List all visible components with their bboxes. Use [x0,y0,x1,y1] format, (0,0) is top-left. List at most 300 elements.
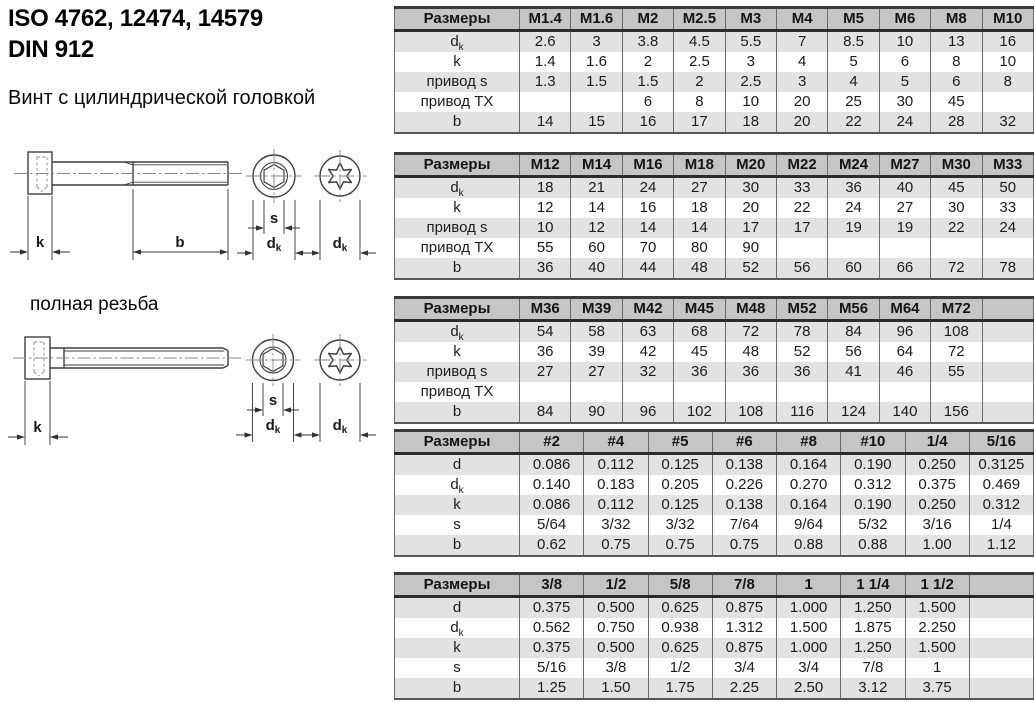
table-row [395,658,1034,678]
value-cell: 2.6 [520,31,571,53]
value-cell: 33 [982,198,1033,218]
value-cell: 24 [622,177,673,199]
value-cell: 24 [982,218,1033,238]
value-cell: 78 [982,258,1033,279]
value-cell: 0.112 [584,454,648,476]
value-cell: 0.164 [777,495,841,515]
value-cell: 16 [622,198,673,218]
value-cell: 8.5 [828,31,879,53]
value-cell [879,382,930,402]
column-header: Размеры [395,431,520,454]
dim-label-dk: $d_k$ [266,235,282,254]
value-cell: 39 [571,342,622,362]
value-cell: 14 [520,112,571,133]
value-cell: 50 [982,177,1033,199]
value-cell: 4 [828,72,879,92]
value-cell: 66 [879,258,930,279]
screw-drawing-full-thread [8,326,388,452]
value-cell: 48 [725,342,776,362]
column-header [969,574,1033,597]
column-header: M24 [828,154,879,177]
column-header: M14 [571,154,622,177]
column-header: M22 [776,154,827,177]
value-cell: 2.5 [674,52,725,72]
value-cell: 0.625 [648,638,712,658]
column-header: M20 [725,154,776,177]
value-cell: 52 [725,258,776,279]
header-row [395,8,1034,31]
value-cell: 0.183 [584,475,648,495]
table-row [395,321,1034,343]
value-cell: 45 [931,177,982,199]
value-cell: 5 [879,72,930,92]
value-cell: 21 [571,177,622,199]
row-label: k [395,495,520,515]
value-cell [776,382,827,402]
column-header: Размеры [395,8,520,31]
value-cell: 46 [879,362,930,382]
dim-label-dk: $d_k$ [265,417,281,436]
row-label: d [395,597,520,619]
value-cell [969,658,1033,678]
value-cell: 17 [776,218,827,238]
column-header: #4 [584,431,648,454]
table-row [395,678,1034,699]
value-cell: 36 [674,362,725,382]
value-cell: 5/16 [520,658,584,678]
value-cell: 24 [879,112,930,133]
page-title [8,3,263,65]
column-header: M45 [674,298,725,321]
value-cell [879,238,930,258]
table-host-metric-large [394,296,1034,424]
column-header: M18 [674,154,725,177]
value-cell: 3 [725,52,776,72]
value-cell: 28 [931,112,982,133]
value-cell: 1/2 [648,658,712,678]
header-row [395,574,1034,597]
dim-label-dk: $d_k$ [332,417,348,436]
table-row [395,535,1034,556]
value-cell: 1.312 [712,618,776,638]
column-header: 1/4 [905,431,969,454]
table-row [395,198,1034,218]
value-cell: 0.375 [520,597,584,619]
value-cell: 12 [520,198,571,218]
value-cell: 24 [828,198,879,218]
value-cell: 2.25 [712,678,776,699]
table-row [395,342,1034,362]
value-cell: 56 [776,258,827,279]
value-cell: 15 [571,112,622,133]
value-cell: 36 [725,362,776,382]
row-label: привод TX [420,383,494,400]
value-cell: 8 [674,92,725,112]
column-header: 3/8 [520,574,584,597]
value-cell: 36 [828,177,879,199]
value-cell: 55 [520,238,571,258]
row-label: k [395,638,520,658]
column-header: Размеры [395,574,520,597]
value-cell: 22 [828,112,879,133]
column-header: M16 [622,154,673,177]
value-cell: 40 [571,258,622,279]
value-cell: 0.62 [520,535,584,556]
title-iso-numbers: ISO 4762, 12474, 14579 [8,5,263,32]
subtitle: Винт с цилиндрической головкой [8,87,316,109]
dimension-arrows [20,225,368,255]
table-row [395,72,1034,92]
value-cell: 3/4 [777,658,841,678]
value-cell [969,638,1033,658]
value-cell: 0.875 [712,597,776,619]
column-header: Размеры [395,154,520,177]
metric-table-m12-to-m33 [394,152,1034,280]
row-label: привод s [395,72,520,92]
column-header: M39 [571,298,622,321]
value-cell: 10 [982,52,1033,72]
value-cell: 1.500 [777,618,841,638]
value-cell: 1.500 [905,597,969,619]
value-cell: 10 [725,92,776,112]
column-header: M52 [776,298,827,321]
centerlines [13,334,366,386]
value-cell: 3/32 [648,515,712,535]
value-cell: 2.5 [725,72,776,92]
value-cell: 60 [571,238,622,258]
column-header: 5/8 [648,574,712,597]
row-label: привод TX [420,93,494,110]
value-cell [931,238,982,258]
column-header: M1.4 [520,8,571,31]
column-header: #5 [648,431,712,454]
value-cell: 0.3125 [969,454,1033,476]
value-cell: 33 [776,177,827,199]
value-cell: 68 [674,321,725,343]
value-cell: 20 [776,92,827,112]
value-cell: 0.88 [777,535,841,556]
value-cell: 0.112 [584,495,648,515]
value-cell: 54 [520,321,571,343]
value-cell: 1/4 [969,515,1033,535]
table-row [395,495,1034,515]
value-cell [828,382,879,402]
row-label: b [395,535,520,556]
column-header: M10 [982,8,1033,31]
column-header: M30 [931,154,982,177]
value-cell: 1.000 [777,597,841,619]
value-cell [982,382,1033,402]
value-cell: 14 [674,218,725,238]
value-cell: 44 [622,258,673,279]
row-label: привод s [395,362,520,382]
value-cell: 0.205 [648,475,712,495]
value-cell [982,92,1033,112]
column-header: 1/2 [584,574,648,597]
value-cell: 0.190 [841,454,905,476]
value-cell: 5/64 [520,515,584,535]
value-cell: 60 [828,258,879,279]
column-header: 1 1/4 [841,574,905,597]
dimension-lines [8,381,376,445]
value-cell: 90 [571,402,622,423]
value-cell: 36 [520,342,571,362]
value-cell: 0.75 [584,535,648,556]
column-header: M3 [725,8,776,31]
value-cell: 27 [520,362,571,382]
column-header: M2 [622,8,673,31]
value-cell: 22 [776,198,827,218]
value-cell: 17 [725,218,776,238]
table-host-inch-small [394,429,1034,557]
value-cell: 0.226 [712,475,776,495]
column-header: #2 [520,431,584,454]
dim-label-s: s [269,210,279,227]
column-header: 7/8 [712,574,776,597]
table-row [395,382,1034,402]
value-cell: 1.75 [648,678,712,699]
value-cell: 8 [982,72,1033,92]
value-cell: 20 [725,198,776,218]
table-host-metric-small [394,6,1034,134]
row-label: d [395,454,520,476]
value-cell: 0.270 [777,475,841,495]
full-thread-label: полная резьба [30,294,159,315]
row-label: b [395,678,520,699]
value-cell [982,402,1033,423]
value-cell: 14 [622,218,673,238]
value-cell: 0.750 [584,618,648,638]
row-label: k [453,199,461,216]
value-cell: 3.75 [905,678,969,699]
column-header: M4 [776,8,827,31]
column-header: M6 [879,8,930,31]
value-cell: 41 [828,362,879,382]
value-cell: 84 [828,321,879,343]
value-cell: 72 [725,321,776,343]
value-cell: 25 [828,92,879,112]
value-cell: 1 [905,658,969,678]
value-cell: 108 [725,402,776,423]
value-cell: 20 [776,112,827,133]
value-cell: 3/8 [584,658,648,678]
value-cell: 30 [725,177,776,199]
value-cell: 0.938 [648,618,712,638]
value-cell: 18 [725,112,776,133]
table-row [395,112,1034,133]
column-header: M56 [828,298,879,321]
row-label: $d_k$ [450,476,464,495]
row-label: привод TX [420,239,494,256]
value-cell: 1.00 [905,535,969,556]
value-cell [776,238,827,258]
value-cell: 18 [520,177,571,199]
header-row [395,154,1034,177]
value-cell: 27 [879,198,930,218]
value-cell: 5.5 [725,31,776,53]
row-label: b [395,258,520,279]
value-cell: 0.375 [905,475,969,495]
value-cell: 58 [571,321,622,343]
value-cell: 3.8 [622,31,673,53]
table-row [395,362,1034,382]
row-label: s [453,516,461,533]
column-header: M1.6 [571,8,622,31]
value-cell [969,597,1033,619]
value-cell: 0.500 [584,597,648,619]
value-cell [828,238,879,258]
dim-label-k: k [33,419,42,436]
table-row [395,618,1034,638]
value-cell: 4.5 [674,31,725,53]
metric-table-m1-4-to-m10 [394,6,1034,134]
value-cell: 0.164 [777,454,841,476]
row-label: b [395,112,520,133]
dim-label-s: s [268,392,278,409]
value-cell [982,321,1033,343]
value-cell: 1.500 [905,638,969,658]
value-cell: 80 [674,238,725,258]
table-row [395,238,1034,258]
row-label: $d_k$ [395,321,520,343]
column-header [982,298,1033,321]
centerlines [14,149,366,203]
row-label: привод s [395,218,520,238]
column-header: M5 [828,8,879,31]
table-row [395,597,1034,619]
value-cell: 0.75 [712,535,776,556]
value-cell: 0.086 [520,454,584,476]
value-cell: 10 [879,31,930,53]
value-cell: 14 [571,198,622,218]
row-label: k [453,343,461,360]
value-cell: 3.12 [841,678,905,699]
value-cell: 63 [622,321,673,343]
column-header: M12 [520,154,571,177]
column-header: #8 [777,431,841,454]
inch-table-3-8-to-1-1-2 [394,572,1034,700]
value-cell: 1.25 [520,678,584,699]
value-cell: 32 [622,362,673,382]
value-cell: 78 [776,321,827,343]
value-cell: 0.190 [841,495,905,515]
value-cell: 12 [571,218,622,238]
table-row [395,638,1034,658]
value-cell: 96 [879,321,930,343]
value-cell: 0.140 [520,475,584,495]
table-row [395,454,1034,476]
row-label: b [395,402,520,423]
column-header: M72 [931,298,982,321]
value-cell: 10 [520,218,571,238]
metric-table-m36-to-m72 [394,296,1034,424]
value-cell [969,678,1033,699]
value-cell: 55 [931,362,982,382]
table-row [395,475,1034,495]
header-row [395,431,1034,454]
value-cell [982,238,1033,258]
value-cell: 18 [674,198,725,218]
value-cell: 19 [828,218,879,238]
value-cell: 7/8 [841,658,905,678]
value-cell: 3/16 [905,515,969,535]
table-row [395,258,1034,279]
value-cell: 1.12 [969,535,1033,556]
value-cell: 3 [776,72,827,92]
value-cell: 116 [776,402,827,423]
value-cell [982,362,1033,382]
dim-label-dk: $d_k$ [332,235,348,254]
value-cell: 90 [725,238,776,258]
value-cell: 96 [622,402,673,423]
table-host-inch-large [394,572,1034,700]
value-cell [571,382,622,402]
value-cell: 1.5 [571,72,622,92]
table-row [395,515,1034,535]
value-cell: 17 [674,112,725,133]
column-header: M42 [622,298,673,321]
value-cell: 0.562 [520,618,584,638]
value-cell: 52 [776,342,827,362]
value-cell: 22 [931,218,982,238]
value-cell: 32 [982,112,1033,133]
column-header: #10 [841,431,905,454]
value-cell: 56 [828,342,879,362]
value-cell: 108 [931,321,982,343]
value-cell: 102 [674,402,725,423]
value-cell: 16 [622,112,673,133]
value-cell: 70 [622,238,673,258]
value-cell: 45 [931,92,982,112]
value-cell: 0.312 [969,495,1033,515]
value-cell: 0.138 [712,495,776,515]
value-cell: 9/64 [777,515,841,535]
value-cell: 1.875 [841,618,905,638]
value-cell: 1.250 [841,638,905,658]
value-cell [969,618,1033,638]
value-cell: 36 [520,258,571,279]
value-cell: 3/32 [584,515,648,535]
value-cell: 7/64 [712,515,776,535]
header-row [395,298,1034,321]
value-cell: 0.875 [712,638,776,658]
column-header: #6 [712,431,776,454]
table-row [395,31,1034,53]
value-cell [520,382,571,402]
value-cell: 13 [931,31,982,53]
value-cell: 30 [879,92,930,112]
table-row [395,52,1034,72]
value-cell: 8 [931,52,982,72]
value-cell: 72 [931,342,982,362]
value-cell: 2.250 [905,618,969,638]
value-cell: 1.3 [520,72,571,92]
value-cell: 3/4 [712,658,776,678]
value-cell: 27 [571,362,622,382]
value-cell: 0.75 [648,535,712,556]
dim-label-b: b [175,234,185,251]
column-header: M48 [725,298,776,321]
value-cell: 36 [776,362,827,382]
value-cell [931,382,982,402]
value-cell: 0.138 [712,454,776,476]
value-cell: 0.625 [648,597,712,619]
screw-head-side [28,152,52,194]
value-cell: 48 [674,258,725,279]
column-header: 1 1/2 [905,574,969,597]
value-cell: 27 [674,177,725,199]
dimension-lines [10,189,376,260]
